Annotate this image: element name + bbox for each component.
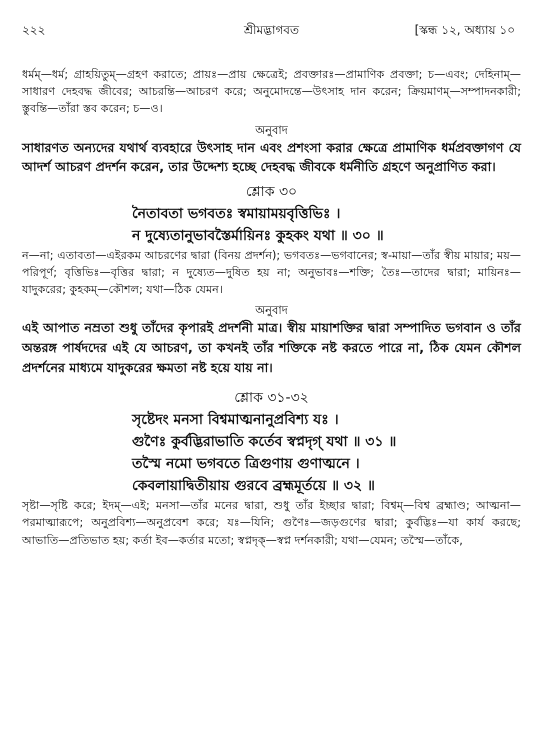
page-body [22,66,521,549]
sloka-30-line: নৈতাবতা ভগবতঃ স্বমায়াময়বৃত্তিভিঃ । [132,205,341,222]
sloka-30-heading: শ্লোক ৩০ [245,183,298,200]
book-title: শ্রীমদ্ভাগবত [243,23,299,37]
sloka-31-line: গুণৈঃ কুর্বদ্ভিরাভাতি কর্তেব স্বপ্নদৃগ্ যথা ॥ ৩১ ॥ [132,434,397,451]
page-number: ২২২ [22,23,46,37]
sloka-31-line: সৃষ্টেদং মনসা বিশ্বমাত্মনানুপ্রবিশ্য যঃ । [132,412,339,429]
translation-label-1: অনুবাদ [255,122,288,137]
sloka-31-line: তস্মৈ নমো ভগবতে ত্রিগুণায় গুণাত্মনে । [132,456,360,473]
translation-2: এই আপাত নম্রতা শুধু তাঁদের কৃপারই প্রদর্শনী মাত্র। স্বীয় মায়াশক্তির দ্বারা সম্পাদিত ভগবান ও তাঁর অন্তরঙ্গ পার্ষদদের এই যে আচরণ, তা কখনই তাঁর শক্তিকে নষ্ট করতে পারে না, ঠিক যেমন কৌশল প্রদর্শনের মাধ্যমে যাদুকরের ক্ষমতা নষ্ট হয়ে যায় না। [22,320,521,375]
section-reference: [স্কন্ধ ১২, অধ্যায় ১০ [414,23,515,37]
synonyms-top: ধর্মম্—ধর্ম; গ্রাহয়িতুম্—গ্রহণ করাতে; প্রায়ঃ—প্রায় ক্ষেত্রেই; প্রবক্তারঃ—প্রামাণিক প্রবক্তা; চ—এবং; দেহিনাম্—সাধারণ দেহবদ্ধ জীবের; আচরন্তি—আচরণ করে; অনুমোদন্তে—উৎসাহ দান করেন; ক্রিয়মাণম্—সম্পাদনকারী; স্তুবন্তি—তাঁরা স্তব করেন; চ—ও। [22,68,521,116]
translation-1: সাধারণত অন্যদের যথার্থ ব্যবহারে উৎসাহ দান এবং প্রশংসা করার ক্ষেত্রে প্রামাণিক ধর্মপ্রবক্তাগণ যে আদর্শ আচরণ প্রদর্শন করেন, তার উদ্দেশ্য হচ্ছে দেহবদ্ধ জীবকে ধর্মনীতি গ্রহণে অনুপ্রাণিত করা। [22,139,521,175]
page-header [22,22,521,40]
synonyms-31: সৃষ্টা—সৃষ্টি করে; ইদম্—এই; মনসা—তাঁর মনের দ্বারা, শুধু তাঁর ইচ্ছার দ্বারা; বিশ্বম্—বিশ্ব ব্রহ্মাণ্ড; আত্মনা—পরমাত্মারূপে; অনুপ্রবিশ্য—অনুপ্রবেশ করে; যঃ—যিনি; গুণৈঃ—জড়গুণের দ্বারা; কুর্বদ্ভিঃ—যা কার্য করছে; আভাতি—প্রতিভাত হয়; কর্তা ইব—কর্তার মতো; স্বপ্নদৃক্—স্বপ্ন দর্শনকারী; যথা—যেমন; তস্মৈ—তাঁকে, [22,499,521,547]
translation-label-2: অনুবাদ [255,303,288,318]
sloka-31-line: কেবলায়াদ্বিতীয়ায় গুরবে ব্রহ্মমূর্তয়ে ॥ ৩২ ॥ [132,478,375,495]
sloka-31-heading: শ্লোক ৩১-৩২ [234,390,309,407]
sloka-30-line: ন দুষ্যেতানুভাবস্তৈর্মায়িনঃ কুহকং যথা ॥ ৩০ ॥ [132,227,384,244]
synonyms-30: ন—না; এতাবতা—এইরকম আচরণের দ্বারা (বিনয় প্রদর্শন); ভগবতঃ—ভগবানের; স্ব-মায়া—তাঁর স্বীয় মায়ার; ময়—পরিপূর্ণ; বৃত্তিভিঃ—বৃত্তির দ্বারা; ন দুষ্যেত—দুষিত হয় না; অনুভাবঃ—শক্তি; তৈঃ—তাদের দ্বারা; মায়িনঃ—যাদুকরের; কুহকম্—কৌশল; যথা—ঠিক যেমন। [22,248,521,297]
